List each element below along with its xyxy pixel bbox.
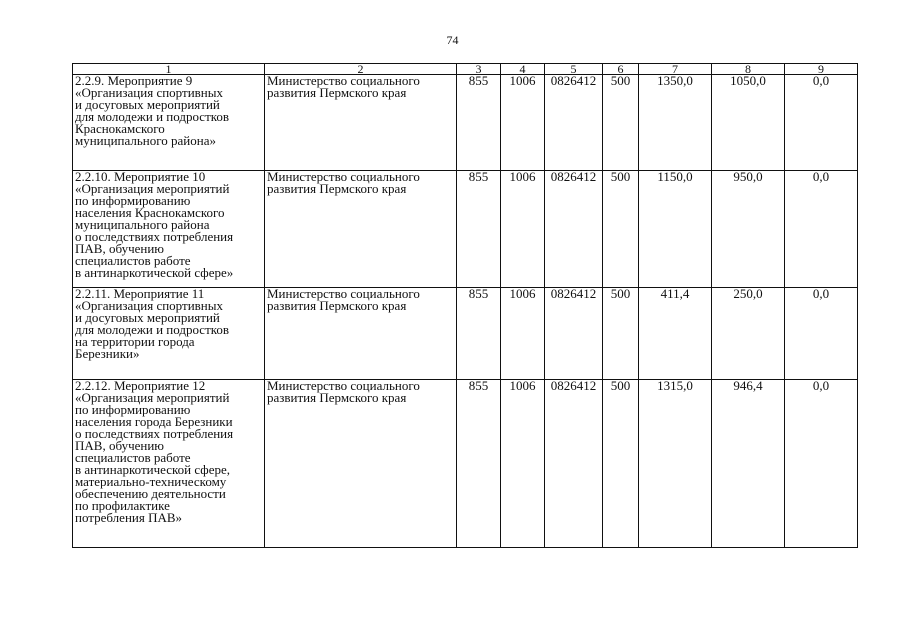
activity-line: Краснокамского [75, 121, 165, 136]
activity-line: 2.2.12. Мероприятие 12 [75, 379, 206, 393]
target-article-cell: 0826412 [545, 75, 603, 171]
activity-line: и досуговых мероприятий [75, 310, 220, 325]
target-article-cell: 0826412 [545, 171, 603, 288]
activity-line: для молодежи и подростков [75, 109, 230, 124]
activity-line: и досуговых мероприятий [75, 97, 220, 112]
amount-col8-cell: 250,0 [712, 288, 785, 380]
activity-line: по информированию [75, 402, 191, 417]
activity-line: ПАВ, обучению [75, 438, 165, 453]
table-row [73, 171, 858, 288]
ministry-line: Министерство социального [267, 170, 420, 184]
amount-col9-cell: 0,0 [785, 380, 858, 548]
section-cell: 1006 [501, 171, 545, 288]
expense-type-cell: 500 [603, 380, 639, 548]
activity-cell [73, 380, 265, 548]
ministry-line: развития Пермского края [267, 181, 407, 196]
activity-line: обеспечению деятельности [75, 486, 226, 501]
activity-line: «Организация спортивных [75, 298, 223, 313]
header-cell-2: 2 [265, 64, 457, 75]
activity-line: потребления ПАВ» [75, 510, 183, 525]
activity-line: муниципального района [75, 217, 210, 232]
section-cell: 1006 [501, 380, 545, 548]
header-cell-6: 6 [603, 64, 639, 75]
activity-line: специалистов работе [75, 450, 191, 465]
header-row [73, 64, 858, 75]
amount-col9-cell: 0,0 [785, 171, 858, 288]
activity-line: по информированию [75, 193, 191, 208]
activity-line: «Организация мероприятий [75, 181, 230, 196]
ministry-cell [265, 75, 457, 171]
amount-col9-cell: 0,0 [785, 75, 858, 171]
section-cell: 1006 [501, 288, 545, 380]
amount-col7-cell: 1150,0 [639, 171, 712, 288]
activity-line: для молодежи и подростков [75, 322, 230, 337]
table-row [73, 288, 858, 380]
activity-cell [73, 288, 265, 380]
amount-col8-cell: 946,4 [712, 380, 785, 548]
header-cell-1: 1 [73, 64, 265, 75]
ministry-cell [265, 380, 457, 548]
ministry-cell [265, 171, 457, 288]
activity-line: специалистов работе [75, 253, 191, 268]
header-cell-8: 8 [712, 64, 785, 75]
activity-line: 2.2.10. Мероприятие 10 [75, 170, 206, 184]
amount-col8-cell: 950,0 [712, 171, 785, 288]
target-article-cell: 0826412 [545, 288, 603, 380]
activity-line: материально-техническому [75, 474, 227, 489]
activity-line: о последствиях потребления [75, 229, 234, 244]
code-cell: 855 [457, 75, 501, 171]
activity-cell [73, 171, 265, 288]
activity-line: населения Краснокамского [75, 205, 225, 220]
activity-line: 2.2.9. Мероприятие 9 [75, 74, 193, 88]
activity-line: населения города Березники [75, 414, 233, 429]
ministry-line: развития Пермского края [267, 85, 407, 100]
activity-line: в антинаркотической сфере» [75, 265, 234, 280]
header-cell-3: 3 [457, 64, 501, 75]
amount-col8-cell: 1050,0 [712, 75, 785, 171]
expense-type-cell: 500 [603, 75, 639, 171]
activity-line: ПАВ, обучению [75, 241, 165, 256]
activity-line: «Организация спортивных [75, 85, 223, 100]
ministry-line: развития Пермского края [267, 298, 407, 313]
amount-col7-cell: 1350,0 [639, 75, 712, 171]
header-cell-5: 5 [545, 64, 603, 75]
header-cell-7: 7 [639, 64, 712, 75]
activity-line: по профилактике [75, 498, 170, 513]
header-cell-4: 4 [501, 64, 545, 75]
activity-line: «Организация мероприятий [75, 390, 230, 405]
header-cell-9: 9 [785, 64, 858, 75]
ministry-line: развития Пермского края [267, 390, 407, 405]
page-number: 74 [446, 33, 459, 47]
ministry-line: Министерство социального [267, 287, 420, 301]
activity-line: муниципального района» [75, 133, 216, 148]
code-cell: 855 [457, 171, 501, 288]
section-cell: 1006 [501, 75, 545, 171]
amount-col9-cell: 0,0 [785, 288, 858, 380]
activity-line: о последствиях потребления [75, 426, 234, 441]
ministry-line: Министерство социального [267, 379, 420, 393]
table-row [73, 380, 858, 548]
activity-line: в антинаркотической сфере, [75, 462, 231, 477]
code-cell: 855 [457, 380, 501, 548]
ministry-line: Министерство социального [267, 74, 420, 88]
activity-line: на территории города [75, 334, 195, 349]
ministry-cell [265, 288, 457, 380]
target-article-cell: 0826412 [545, 380, 603, 548]
expense-type-cell: 500 [603, 288, 639, 380]
budget-table [72, 63, 858, 548]
activity-cell [73, 75, 265, 171]
activity-line: Березники» [75, 346, 140, 361]
activity-line: 2.2.11. Мероприятие 11 [75, 287, 205, 301]
expense-type-cell: 500 [603, 171, 639, 288]
amount-col7-cell: 1315,0 [639, 380, 712, 548]
amount-col7-cell: 411,4 [639, 288, 712, 380]
code-cell: 855 [457, 288, 501, 380]
table-row [73, 75, 858, 171]
